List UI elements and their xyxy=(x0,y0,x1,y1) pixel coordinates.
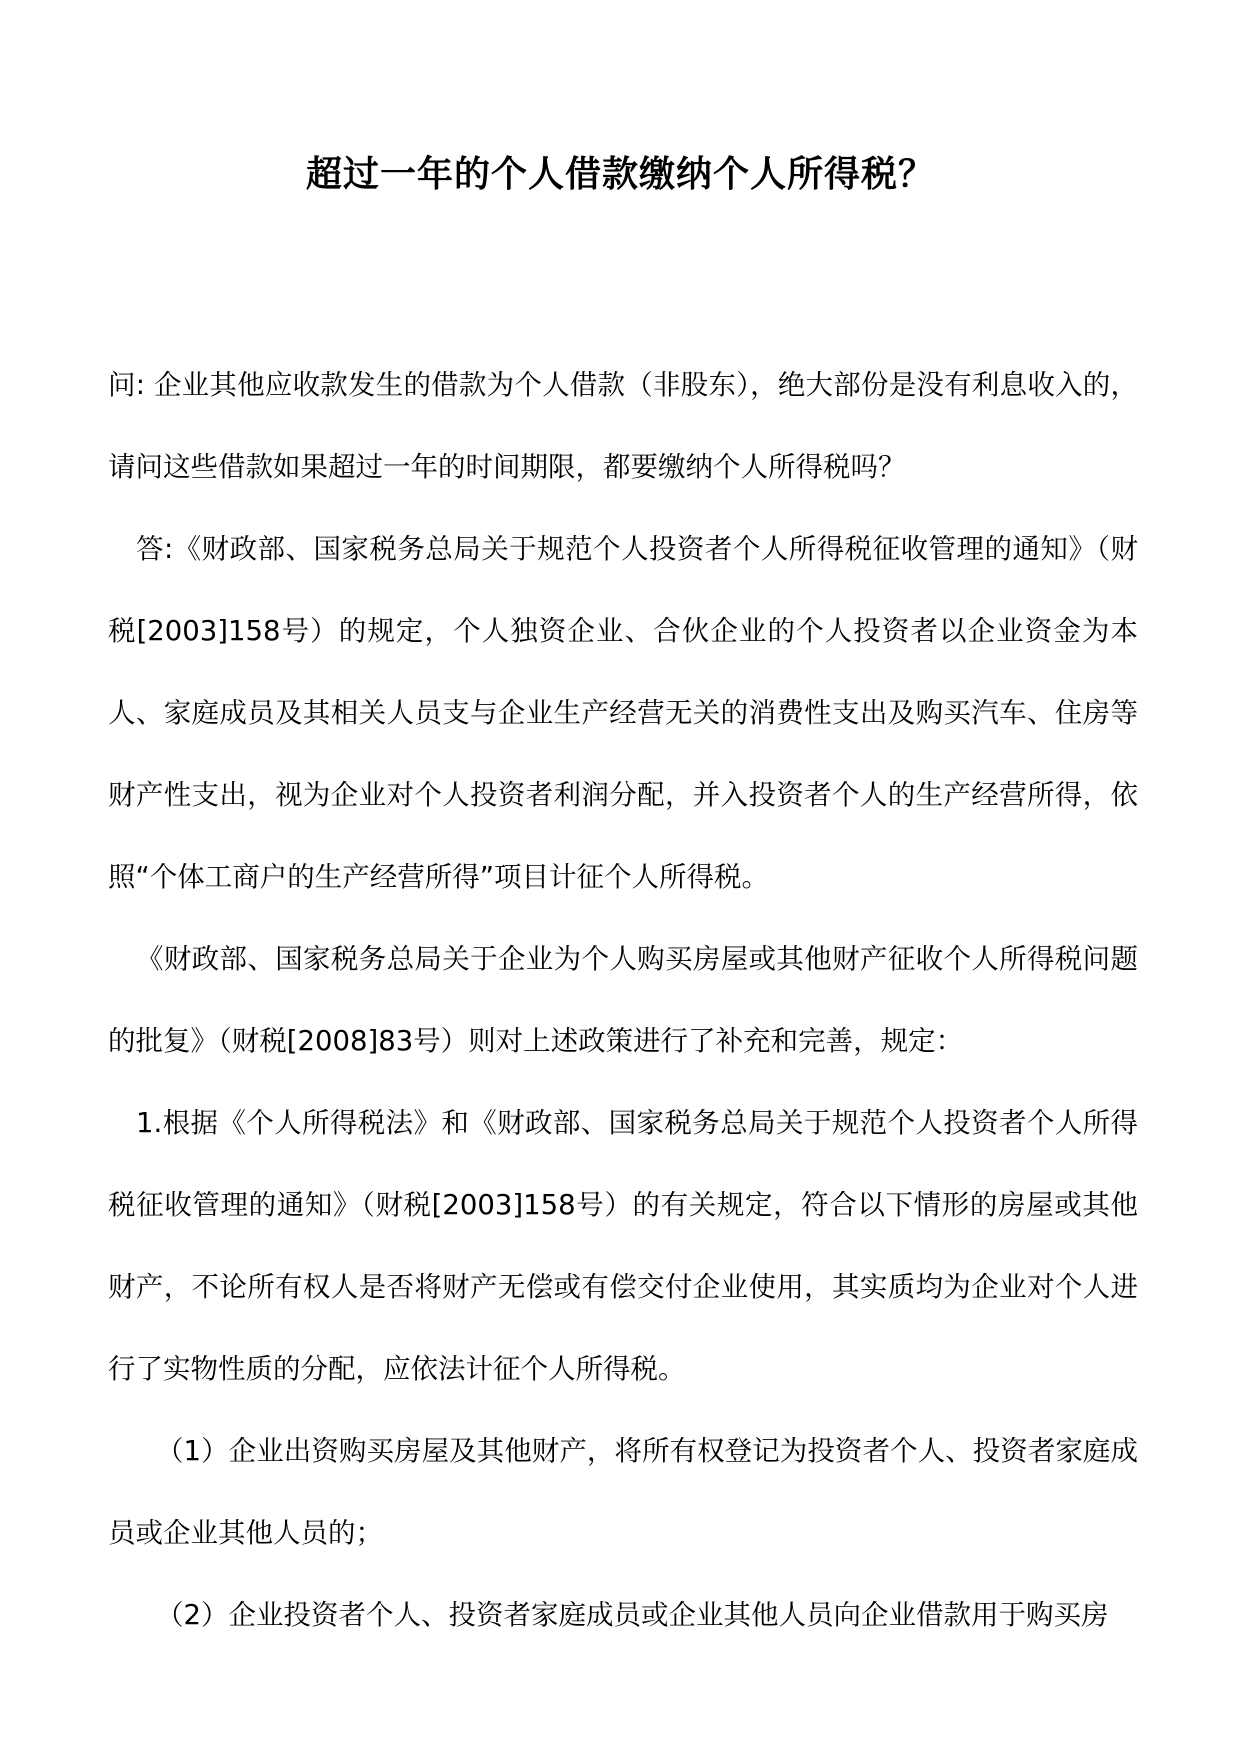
supplement-paragraph: 《财政部、国家税务总局关于企业为个人购买房屋或其他财产征收个人所得税问题的批复》（财税[2008]83号）则对上述政策进行了补充和完善，规定： xyxy=(108,943,1138,1057)
rule-item-2: （2）企业投资者个人、投资者家庭成员或企业其他人员向企业借款用于购买房 xyxy=(156,1599,1109,1631)
rule-item-1: （1）企业出资购买房屋及其他财产，将所有权登记为投资者个人、投资者家庭成员或企业其他人员的； xyxy=(108,1435,1138,1549)
answer-paragraph: 答:《财政部、国家税务总局关于规范个人投资者个人所得税征收管理的通知》（财税[2003]158号）的规定，个人独资企业、合伙企业的个人投资者以企业资金为本人、家庭成员及其相关人员支与企业生产经营无关的消费性支出及购买汽车、住房等财产性支出，视为企业对个人投资者利润分配，并入投资者个人的生产经营所得，依照“个体工商户的生产经营所得”项目计征个人所得税。 xyxy=(108,533,1138,893)
question-paragraph: 问: 企业其他应收款发生的借款为个人借款（非股东），绝大部份是没有利息收入的，请问这些借款如果超过一年的时间期限，都要缴纳个人所得税吗？ xyxy=(108,369,1138,483)
document-body xyxy=(108,344,1138,1656)
rule-paragraph-1: 1.根据《个人所得税法》和《财政部、国家税务总局关于规范个人投资者个人所得税征收管理的通知》（财税[2003]158号）的有关规定，符合以下情形的房屋或其他财产，不论所有权人是否将财产无偿或有偿交付企业使用，其实质均为企业对个人进行了实物性质的分配，应依法计征个人所得税。 xyxy=(108,1107,1138,1385)
page-title: 超过一年的个人借款缴纳个人所得税？ xyxy=(305,153,935,195)
